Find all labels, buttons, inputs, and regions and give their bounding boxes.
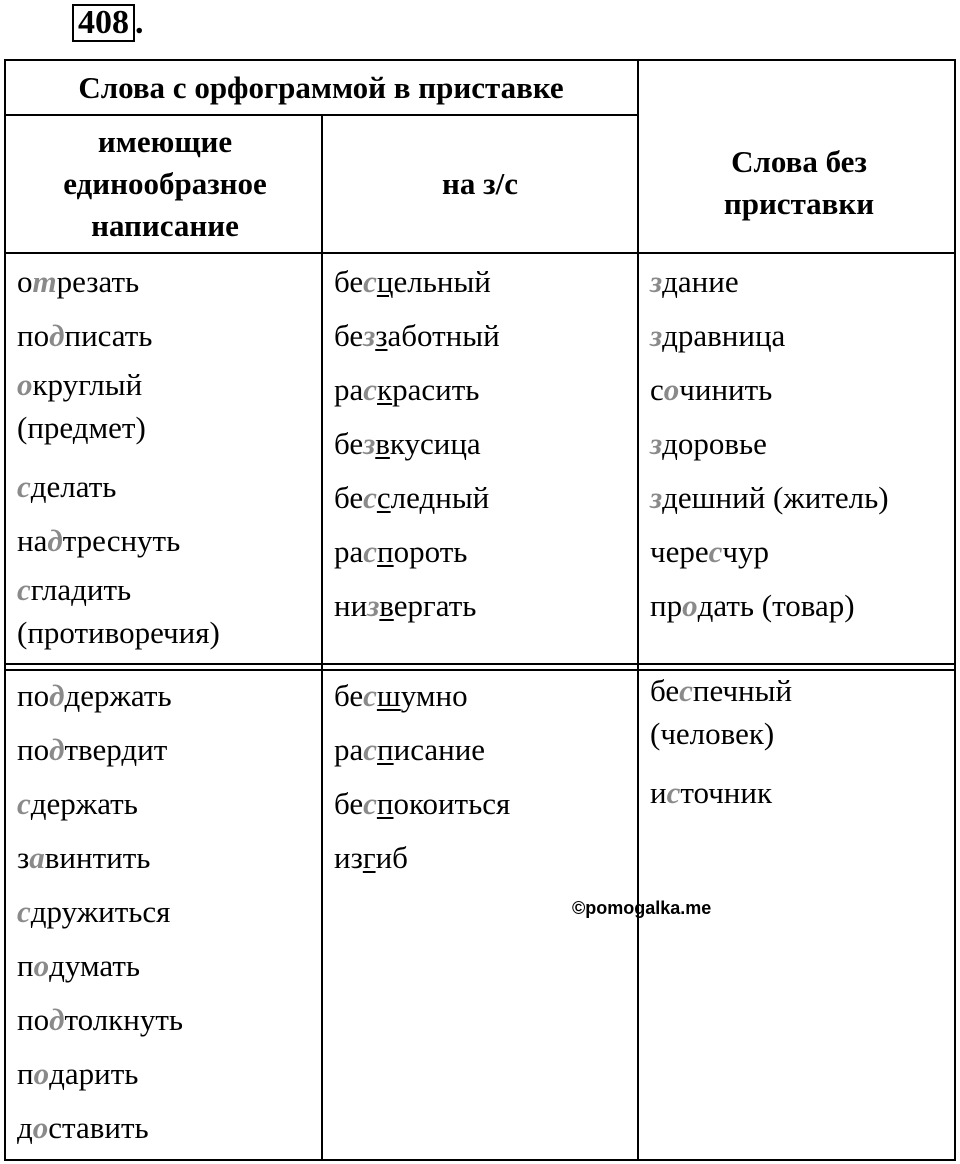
underlined-letter: п (376, 786, 394, 821)
highlighted-letter: с (666, 775, 681, 810)
word-part: исание (393, 732, 486, 767)
table-border-bottom (4, 1159, 956, 1161)
header-no-prefix: Слова без приставки (723, 144, 875, 221)
word-part: толкнуть (64, 1002, 184, 1037)
highlighted-letter: о (682, 588, 698, 623)
highlighted-letter: о (33, 948, 50, 983)
underlined-letter: г (362, 840, 376, 875)
highlighted-letter: с (679, 673, 693, 708)
row1-zs-column (334, 255, 634, 633)
word-part: ра (334, 732, 364, 767)
highlighted-letter: с (363, 480, 377, 515)
word-entry (17, 669, 317, 723)
word-part: д (17, 1110, 33, 1145)
header-bottom-divider (4, 252, 956, 254)
word-entry (17, 1047, 317, 1101)
word-part: чинить (679, 372, 773, 407)
highlighted-letter: з (367, 588, 380, 623)
word-part: доровье (662, 426, 767, 461)
watermark: ©pomogalka.me (572, 898, 712, 918)
word-entry (17, 831, 317, 885)
word-part: ороть (393, 534, 468, 569)
highlighted-letter: с (708, 534, 723, 569)
word-part: аботный (387, 318, 500, 353)
highlighted-letter: о (17, 367, 33, 402)
highlighted-letter: з (363, 426, 376, 461)
highlighted-letter: д (49, 318, 65, 353)
highlighted-letter: с (363, 534, 378, 569)
word-part: ни (334, 588, 368, 623)
word-part: бе (650, 673, 680, 708)
word-entry (334, 579, 634, 633)
highlighted-letter: с (17, 572, 31, 607)
word-part: бе (334, 318, 364, 353)
underlined-letter: п (377, 732, 394, 767)
highlighted-letter: с (363, 678, 377, 713)
word-entry (17, 885, 317, 939)
word-entry (17, 309, 317, 363)
header-zs: на з/с (442, 166, 518, 201)
highlighted-letter: д (47, 523, 63, 558)
word-entry (17, 568, 317, 654)
word-entry (650, 417, 950, 471)
word-part: дравница (662, 318, 786, 353)
word-part: делать (30, 469, 117, 504)
word-entry (17, 363, 317, 449)
highlighted-letter: с (17, 469, 31, 504)
word-entry (17, 939, 317, 993)
underlined-letter: к (377, 372, 393, 407)
header-group: Слова с орфограммой в приставке (78, 69, 564, 105)
word-part: ра (334, 372, 364, 407)
word-entry (650, 255, 950, 309)
highlighted-letter: т (32, 264, 57, 299)
word-part: круглый (32, 367, 143, 402)
word-part: дружиться (30, 894, 171, 929)
word-part: з (17, 840, 30, 875)
word-entry (17, 723, 317, 777)
highlighted-letter: с (17, 894, 31, 929)
word-part: ставить (48, 1110, 149, 1145)
row2-zs-column (334, 669, 634, 885)
word-part: п (17, 948, 34, 983)
row1-uniform-column (17, 255, 317, 665)
word-part: чур (722, 534, 769, 569)
word-entry (650, 471, 950, 525)
word-entry (650, 363, 950, 417)
word-part: гладить (30, 572, 132, 607)
row2-uniform-column (17, 669, 317, 1155)
word-part: винтить (44, 840, 151, 875)
word-entry (17, 514, 317, 568)
word-entry (334, 525, 634, 579)
word-part: с (650, 372, 664, 407)
word-part: (противоречия) (17, 615, 220, 650)
spelling-table (4, 59, 956, 1161)
word-part: умно (400, 678, 468, 713)
word-entry (17, 1101, 317, 1155)
underlined-letter: с (376, 480, 391, 515)
highlighted-letter: з (650, 264, 663, 299)
highlighted-letter: д (49, 732, 65, 767)
word-part: кусица (389, 426, 481, 461)
word-part: и (650, 775, 667, 810)
word-entry (650, 766, 950, 820)
word-part: из (334, 840, 363, 875)
underlined-letter: з (375, 318, 388, 353)
word-part: чере (650, 534, 709, 569)
word-part: (человек) (650, 716, 775, 751)
word-entry (334, 309, 634, 363)
underlined-letter: ц (376, 264, 394, 299)
word-part: ра (334, 534, 364, 569)
word-part: на (17, 523, 48, 558)
underlined-letter: ш (376, 678, 401, 713)
highlighted-letter: з (363, 318, 376, 353)
word-part: бе (334, 480, 364, 515)
highlighted-letter: д (49, 1002, 65, 1037)
word-part: по (17, 1002, 50, 1037)
highlighted-letter: с (363, 264, 377, 299)
word-part: дарить (49, 1056, 139, 1091)
word-part: ледный (390, 480, 490, 515)
word-entry (17, 777, 317, 831)
word-part: точник (680, 775, 773, 810)
word-part: писать (64, 318, 153, 353)
word-part: держать (30, 786, 138, 821)
highlighted-letter: с (363, 372, 378, 407)
highlighted-letter: о (33, 1056, 50, 1091)
word-part: по (17, 732, 50, 767)
word-entry (334, 417, 634, 471)
word-part: треснуть (62, 523, 181, 558)
word-entry (17, 993, 317, 1047)
column-divider-2 (637, 59, 639, 1161)
word-part: окоиться (393, 786, 511, 821)
word-part: (предмет) (17, 410, 146, 445)
column-divider-1 (321, 114, 323, 1161)
word-entry (650, 669, 950, 755)
word-entry (650, 525, 950, 579)
word-entry (334, 669, 634, 723)
highlighted-letter: о (663, 372, 680, 407)
highlighted-letter: а (29, 840, 45, 875)
word-entry (334, 723, 634, 777)
highlighted-letter: с (17, 786, 31, 821)
word-entry (334, 363, 634, 417)
word-part: держать (64, 678, 172, 713)
highlighted-letter: з (650, 480, 663, 515)
word-part: дать (товар) (697, 588, 855, 623)
exercise-number-box: 408 (72, 4, 135, 42)
word-part: иб (375, 840, 408, 875)
exercise-number (72, 4, 144, 42)
row1-no-prefix-column (650, 255, 950, 633)
word-part: пр (650, 588, 683, 623)
exercise-number-dot: . (135, 4, 144, 41)
word-entry (17, 255, 317, 309)
word-entry (650, 579, 950, 633)
highlighted-letter: д (49, 678, 65, 713)
word-part: бе (334, 426, 364, 461)
word-part: ергать (393, 588, 477, 623)
word-part: по (17, 318, 50, 353)
word-entry (650, 309, 950, 363)
word-part: бе (334, 264, 364, 299)
header-uniform: имеющие единообразное написание (63, 124, 267, 243)
highlighted-letter: с (363, 732, 378, 767)
word-part: думать (49, 948, 141, 983)
word-part: твердит (64, 732, 168, 767)
word-part: дание (662, 264, 739, 299)
word-part: п (17, 1056, 34, 1091)
word-part: о (17, 264, 33, 299)
word-entry (334, 831, 634, 885)
highlighted-letter: з (650, 318, 663, 353)
word-part: по (17, 678, 50, 713)
word-part: дешний (житель) (662, 480, 889, 515)
highlighted-letter: з (650, 426, 663, 461)
underlined-letter: в (375, 426, 390, 461)
underlined-letter: п (377, 534, 394, 569)
word-part: печный (692, 673, 793, 708)
word-entry (334, 777, 634, 831)
table-border-left (4, 59, 6, 1161)
table-border-right (954, 59, 956, 1161)
row2-no-prefix-column (650, 669, 950, 820)
word-part: резать (56, 264, 140, 299)
word-entry (334, 255, 634, 309)
word-part: бе (334, 786, 364, 821)
underlined-letter: в (379, 588, 394, 623)
word-entry (17, 460, 317, 514)
word-part: бе (334, 678, 364, 713)
word-part: ельный (393, 264, 491, 299)
word-entry (334, 471, 634, 525)
highlighted-letter: о (32, 1110, 49, 1145)
word-part: расить (392, 372, 480, 407)
highlighted-letter: с (363, 786, 377, 821)
